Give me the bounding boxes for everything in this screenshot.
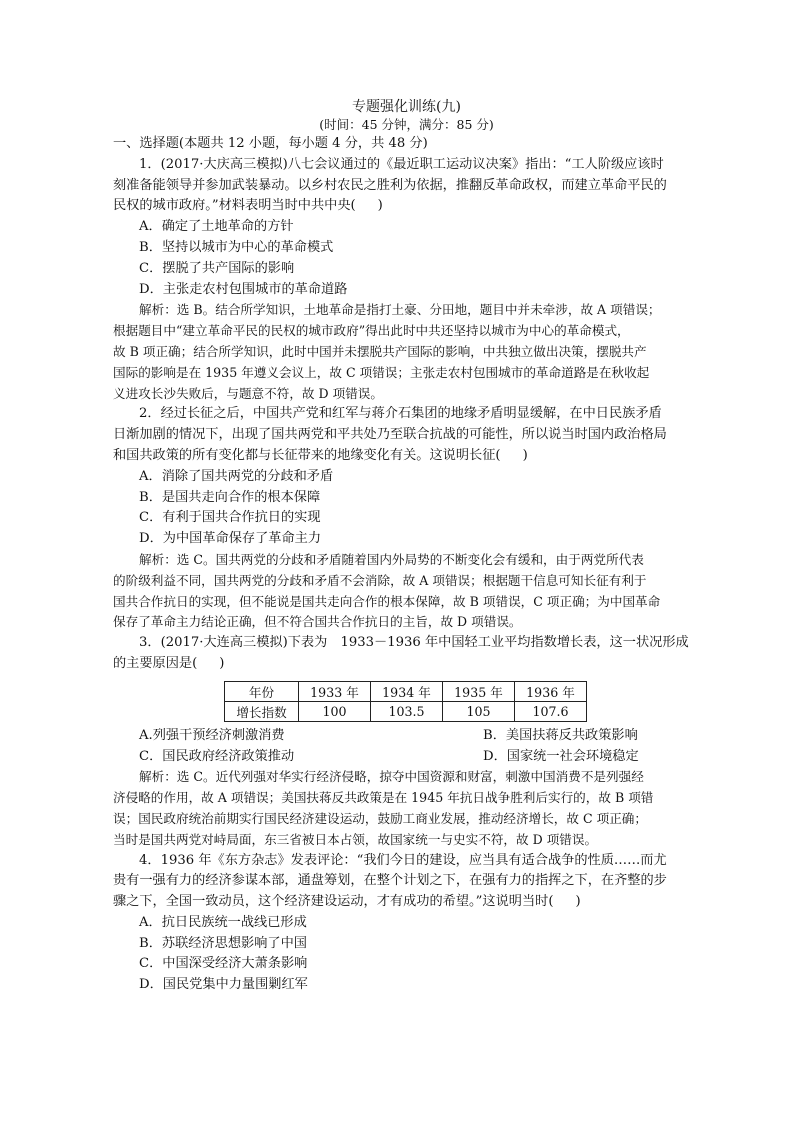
question-text-line: 的主要原因是( ) xyxy=(113,655,225,671)
question-text-line: 4．1936 年《东方杂志》发表评论：“我们今日的建设，应当具有适合战争的性质……而尤 xyxy=(139,852,667,868)
question-text-line: 日渐加剧的情况下，出现了国共两党和平共处乃至联合抗战的可能性，所以说当时国内政治格局 xyxy=(113,427,667,443)
question-text-line: 3．(2017·大连高三模拟)下表为 1933－1936 年中国轻工业平均指数增长表，这一状况形成 xyxy=(139,635,689,651)
option-c: C．中国深受经济大萧条影响 xyxy=(139,956,308,972)
analysis-line: 解析：选 C。近代列强对华实行经济侵略，掠夺中国资源和财富，刺激中国消费不是列强经 xyxy=(139,769,644,785)
question-text-line: 民权的城市政府。”材料表明当时中共中央( ) xyxy=(113,198,383,214)
analysis-line: 误；国民政府统治前期实行国民经济建设运动，鼓励工商业发展，推动经济增长，故 C 项正确； xyxy=(113,810,647,826)
option-b: B．是国共走向合作的根本保障 xyxy=(139,489,321,505)
analysis-line: 当时是国共两党对峙局面，东三省被日本占领，故国家统一与史实不符，故 D 项错误。 xyxy=(113,831,598,847)
analysis-line: 解析：选 C。国共两党的分歧和矛盾随着国内外局势的不断变化会有缓和，由于两党所代表 xyxy=(139,551,644,567)
option-row xyxy=(113,747,700,768)
analysis-line: 保存了革命主力结论正确，但不符合国共合作抗日的主旨，故 D 项错误。 xyxy=(113,614,522,630)
growth-index-table xyxy=(224,681,587,722)
table-header-cell: 1934 年 xyxy=(371,681,443,701)
option-a: A．确定了土地革命的方针 xyxy=(139,219,294,235)
analysis-line: 的阶级利益不同，国共两党的分歧和矛盾不会消除，故 A 项错误；根据题干信息可知长征有利于 xyxy=(113,572,647,588)
option-a: A.列强干预经济刺激消费 xyxy=(139,727,285,743)
analysis-line: 根据题目中“建立革命平民的民权的城市政府”得出此时中共还坚持以城市为中心的革命模式， xyxy=(113,323,630,339)
table-cell: 103.5 xyxy=(371,701,443,721)
question-text-line: 2．经过长征之后，中国共产党和红军与蒋介石集团的地缘矛盾明显缓解，在中日民族矛盾 xyxy=(139,406,662,422)
question-3 xyxy=(113,633,700,850)
analysis-line: 解析：选 B。结合所学知识，土地革命是指打土豪、分田地，题目中并未牵涉，故 A 项错误； xyxy=(139,302,661,318)
question-text-line: 贵有一强有力的经济参谋本部，通盘筹划，在整个计划之下，在强有力的指挥之下，在齐整的步 xyxy=(113,873,667,889)
question-text-line: 刻准备能领导并参加武装暴动。以乡村农民之胜利为依据，推翻反革命政权，而建立革命平民的 xyxy=(113,177,667,193)
option-c: C．摆脱了共产国际的影响 xyxy=(139,260,295,276)
page-title: 专题强化训练(九) xyxy=(352,99,461,115)
option-c: C．国民政府经济政策推动 xyxy=(139,748,295,764)
option-c: C．有利于国共合作抗日的实现 xyxy=(139,510,321,526)
table-header-cell: 1936 年 xyxy=(515,681,587,701)
question-text-line: 骤之下，全国一致动员，这个经济建设运动，才有成功的希望。”这说明当时( ) xyxy=(113,894,581,910)
table-row-label: 增长指数 xyxy=(225,701,299,721)
question-4 xyxy=(113,851,700,997)
section-heading: 一、选择题(本题共 12 小题，每小题 4 分，共 48 分) xyxy=(113,136,428,151)
question-text-line: 1．(2017·大庆高三模拟)八七会议通过的《最近职工运动议决案》指出：“工人阶级应该时 xyxy=(139,156,664,172)
table-cell: 100 xyxy=(299,701,371,721)
table-cell: 107.6 xyxy=(515,701,587,721)
question-2 xyxy=(113,404,700,633)
analysis-line: 义进攻长沙失败后，与题意不符，故 D 项错误。 xyxy=(113,385,383,401)
document-page xyxy=(113,96,700,996)
page-subtitle: (时间：45 分钟，满分：85 分) xyxy=(319,117,494,132)
table-header-cell: 1935 年 xyxy=(443,681,515,701)
option-b: B．美国扶蒋反共政策影响 xyxy=(483,727,638,743)
option-d: D．国家统一社会环境稳定 xyxy=(483,748,639,764)
option-a: A．抗日民族统一战线已形成 xyxy=(139,914,307,930)
table-header-cell: 年份 xyxy=(225,681,299,701)
option-d: D．主张走农村包围城市的革命道路 xyxy=(139,281,348,297)
table-row xyxy=(225,701,587,721)
option-a: A．消除了国共两党的分歧和矛盾 xyxy=(139,468,334,484)
option-row xyxy=(113,726,700,747)
question-text-line: 和国共政策的所有变化都与长征带来的地缘变化有关。这说明长征( ) xyxy=(113,447,528,463)
analysis-line: 国际的影响是在 1935 年遵义会议上，故 C 项错误；主张走农村包围城市的革命道路是在秋收起 xyxy=(113,364,650,380)
table-header-cell: 1933 年 xyxy=(299,681,371,701)
option-d: D．国民党集中力量围剿红军 xyxy=(139,977,308,993)
analysis-line: 济侵略的作用，故 A 项错误；美国扶蒋反共政策是在 1945 年抗日战争胜利后实行的，故 B 项错 xyxy=(113,790,654,806)
question-1 xyxy=(113,155,700,405)
option-b: B．苏联经济思想影响了中国 xyxy=(139,935,307,951)
table-header-row xyxy=(225,681,587,701)
analysis-line: 国共合作抗日的实现，但不能说是国共走向合作的根本保障，故 B 项错误，C 项正确；为中国革命 xyxy=(113,593,661,609)
option-b: B．坚持以城市为中心的革命模式 xyxy=(139,239,334,255)
analysis-line: 故 B 项正确；结合所学知识，此时中国并未摆脱共产国际的影响，中共独立做出决策，摆脱共产 xyxy=(113,343,647,359)
option-d: D．为中国革命保存了革命主力 xyxy=(139,531,322,547)
table-cell: 105 xyxy=(443,701,515,721)
